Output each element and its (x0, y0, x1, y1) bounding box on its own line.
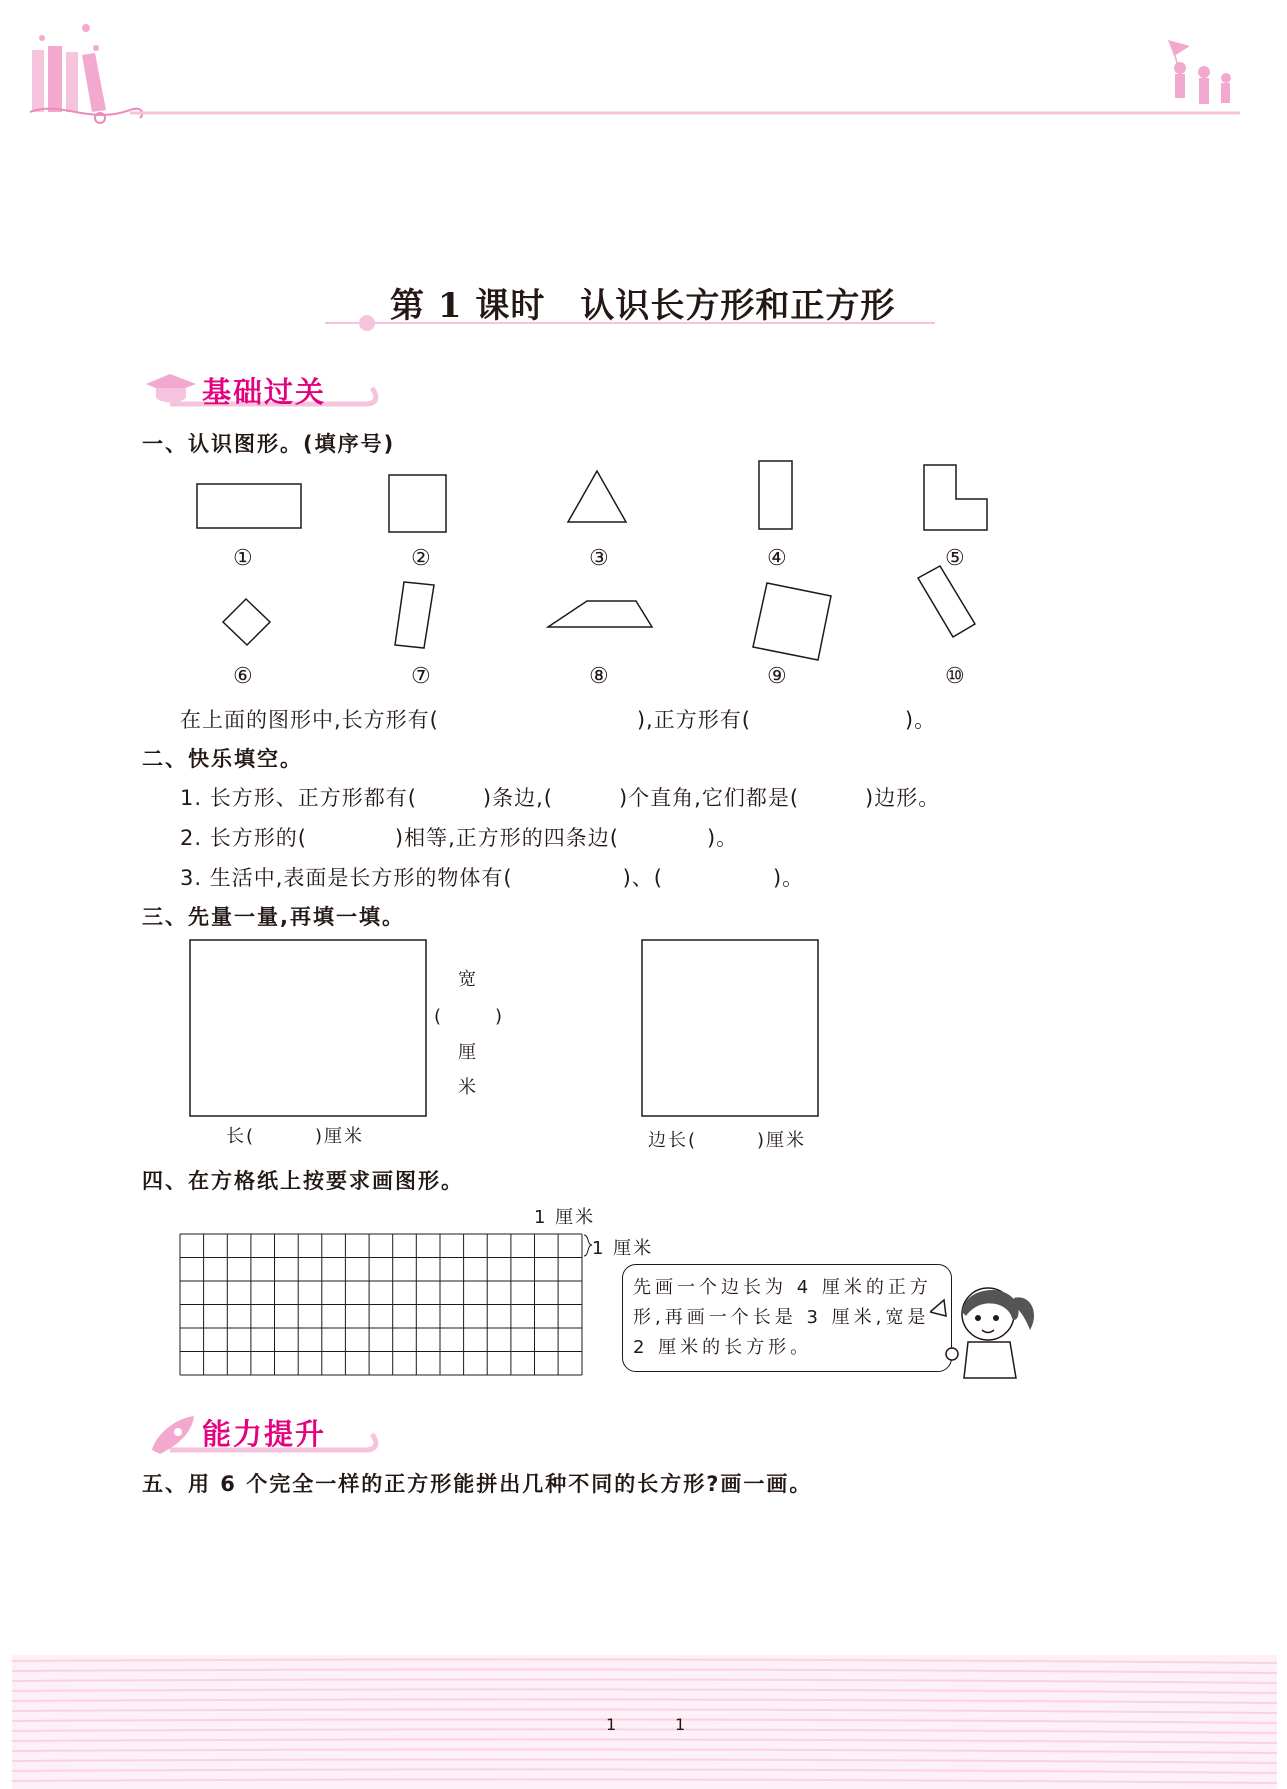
footer-stripes (12, 1655, 1277, 1789)
shape-10-tilted-rectangle (918, 566, 975, 637)
q4-unit-side: 1 厘米 (592, 1238, 654, 1259)
shape-label-4: ④ (767, 546, 787, 571)
shape-label-9: ⑨ (767, 664, 787, 689)
shape-label-10: ⑩ (945, 664, 965, 689)
shape-1-rectangle (197, 484, 301, 528)
shape-8-trapezoid (548, 601, 652, 627)
shape-4-tall-rectangle (759, 461, 792, 529)
book-logo-icon (30, 24, 142, 123)
shape-label-2: ② (411, 546, 431, 571)
q2-item-1: 1. 长方形、正方形都有( )条边,( )个直角,它们都是( )边形。 (180, 786, 941, 810)
shape-label-5: ⑤ (945, 546, 965, 571)
shape-2-square (389, 475, 446, 532)
shape-label-3: ③ (589, 546, 609, 571)
q4-title: 四、在方格纸上按要求画图形。 (142, 1169, 464, 1193)
q3-length-label: 长( )厘米 (226, 1126, 365, 1147)
q3-title: 三、先量一量,再填一填。 (142, 905, 405, 929)
shape-label-6: ⑥ (233, 664, 253, 689)
q3-rectangle (188, 938, 430, 1120)
title-underline (325, 314, 935, 334)
q1-title: 一、认识图形。(填序号) (142, 432, 396, 456)
grid-paper (178, 1232, 598, 1382)
q4-unit-top: 1 厘米 (534, 1207, 596, 1228)
q3-square (640, 938, 822, 1120)
q3-width-char-1: 宽 (458, 969, 478, 990)
q3-side-label: 边长( )厘米 (648, 1130, 807, 1151)
shape-7-tilted-rectangle (395, 582, 434, 648)
page-number-left: 1 (606, 1715, 617, 1734)
q1-shapes (160, 455, 1010, 695)
page-number-right: 1 (675, 1715, 686, 1734)
shape-label-1: ① (233, 546, 253, 571)
children-kite-icon (1168, 40, 1231, 104)
q3-width-char-2: 厘 (458, 1042, 478, 1063)
shape-9-tilted-square (753, 583, 831, 660)
section-basic-title: 基础过关 (202, 375, 327, 409)
q2-item-2: 2. 长方形的( )相等,正方形的四条边( )。 (180, 826, 739, 850)
header-decoration (0, 0, 1287, 140)
speech-bubble: 先画一个边长为 4 厘米的正方形,再画一个长是 3 厘米,宽是 2 厘米的长方形。 (622, 1264, 952, 1372)
q2-title: 二、快乐填空。 (142, 747, 303, 771)
shape-6-tilted-square (223, 599, 270, 645)
q1-prompt: 在上面的图形中,长方形有( ),正方形有( )。 (180, 708, 937, 732)
girl-character-icon (930, 1272, 1060, 1382)
q2-item-3: 3. 生活中,表面是长方形的物体有( )、( )。 (180, 866, 805, 890)
q3-width-char-3: 米 (458, 1077, 478, 1098)
q3-width-blank: ( ) (434, 1006, 509, 1027)
lesson-title: 第 1 课时 认识长方形和正方形 (390, 286, 896, 326)
shape-label-8: ⑧ (589, 664, 609, 689)
shape-5-l-shape (924, 465, 987, 530)
shape-3-triangle (568, 471, 626, 522)
q5-title: 五、用 6 个完全一样的正方形能拼出几种不同的长方形?画一画。 (142, 1472, 813, 1496)
shape-label-7: ⑦ (411, 664, 431, 689)
section-improve-title: 能力提升 (202, 1417, 327, 1451)
